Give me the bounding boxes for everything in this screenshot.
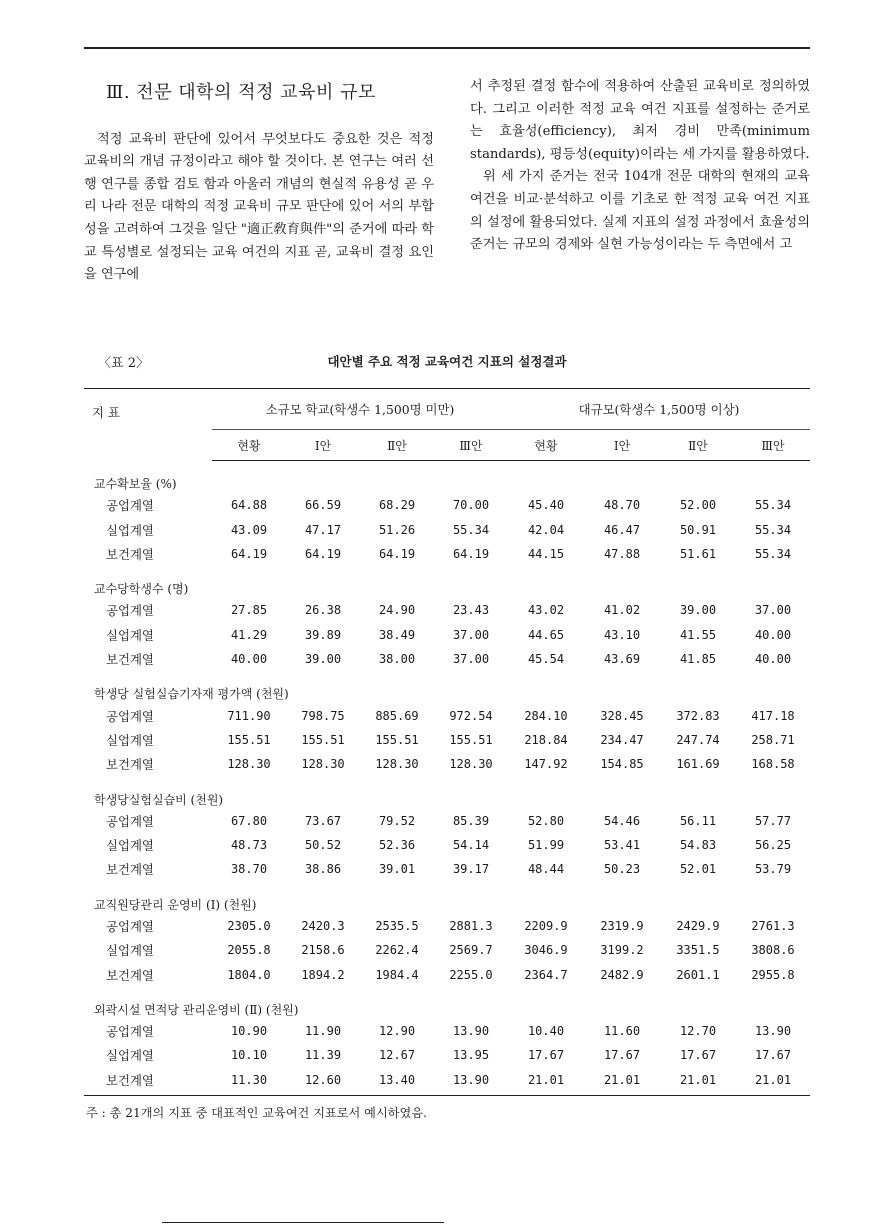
table-cell: 972.54: [449, 708, 493, 723]
table-title: 대안별 주요 적정 교육여건 지표의 설정결과: [327, 354, 567, 369]
row-label: 보건계열: [84, 1068, 212, 1096]
table-row: [84, 542, 810, 566]
table-cell: 66.59: [304, 498, 342, 513]
table-cell: 47.17: [304, 522, 342, 537]
table-cell: 79.52: [378, 813, 416, 828]
table-cell: 39.00: [679, 603, 717, 618]
table-cell: 43.02: [527, 603, 565, 618]
table-cell: 13.95: [452, 1048, 490, 1063]
table-cell: 44.65: [527, 627, 565, 642]
table-cell: 37.00: [452, 652, 490, 667]
row-label: 실업계열: [106, 943, 154, 959]
table-cell: 41.85: [679, 652, 717, 667]
table-cell: 41.55: [679, 627, 717, 642]
table-cell: 21.01: [584, 1068, 660, 1096]
table-cell: 284.10: [524, 708, 568, 723]
row-label: 공업계열: [106, 603, 154, 619]
table-cell: 45.54: [527, 652, 565, 667]
table-cell: 37.00: [452, 627, 490, 642]
table-row: [84, 962, 810, 986]
right-paragraph-2: 위 세 가지 준거는 전국 104개 전문 대학의 현재의 교육 여건을 비교·분석하고 이를 기초로 한 적정 교육 여건 지표의 설정에 활용되었다. 실제 지표의 설정 과정에서 효율성의 준거는 규모의 경제와 실현 가능성이라는 두 측면에서 고: [470, 169, 810, 253]
row-label: 보건계열: [106, 546, 154, 562]
table-cell: 2364.7: [524, 967, 568, 982]
table-cell: 2601.1: [676, 967, 720, 982]
table-cell: 2535.5: [375, 918, 419, 933]
table-cell: 161.69: [676, 757, 720, 772]
table-cell: 51.26: [378, 522, 416, 537]
table-cell: 39.17: [452, 862, 490, 877]
table-cell: 155.51: [449, 732, 493, 747]
table-cell: 155.51: [375, 732, 419, 747]
table-cell: 128.30: [375, 757, 419, 772]
table-cell: 50.91: [679, 522, 717, 537]
table-cell: 2158.6: [301, 943, 345, 958]
table-cell: 2319.9: [600, 918, 644, 933]
table-cell: 2569.7: [449, 943, 493, 958]
table-cell: 44.15: [527, 546, 565, 561]
table-row: [84, 598, 810, 622]
table-cell: 51.61: [679, 546, 717, 561]
table-cell: 55.34: [754, 546, 792, 561]
table-cell: 43.09: [230, 522, 268, 537]
table-cell: 12.70: [679, 1024, 717, 1039]
table-cell: 67.80: [230, 813, 268, 828]
table-cell: 12.67: [378, 1048, 416, 1063]
sub-header: 현황: [212, 430, 286, 461]
table-cell: 45.40: [527, 498, 565, 513]
table-row: [84, 1043, 810, 1067]
table-cell: 39.01: [378, 862, 416, 877]
table-cell: 48.44: [527, 862, 565, 877]
table-cell: 3351.5: [676, 943, 720, 958]
sub-header: Ⅱ안: [660, 430, 736, 461]
table-cell: 2482.9: [600, 967, 644, 982]
table-cell: 85.39: [452, 813, 490, 828]
table-cell: 2305.0: [227, 918, 271, 933]
table-cell: 2420.3: [301, 918, 345, 933]
table-cell: 13.90: [434, 1068, 508, 1096]
table-cell: 56.11: [679, 813, 717, 828]
table-cell: 50.23: [603, 862, 641, 877]
table-cell: 21.01: [660, 1068, 736, 1096]
table-cell: 885.69: [375, 708, 419, 723]
table-cell: 798.75: [301, 708, 345, 723]
table-cell: 11.90: [304, 1024, 342, 1039]
table-cell: 711.90: [227, 708, 271, 723]
table-cell: 39.00: [304, 652, 342, 667]
table-cell: 21.01: [508, 1068, 584, 1096]
table-body: [84, 461, 810, 1096]
table-cell: 24.90: [378, 603, 416, 618]
data-table: [84, 388, 810, 1096]
table-row: [84, 1068, 810, 1096]
table-cell: 43.69: [603, 652, 641, 667]
category-row: [84, 671, 810, 703]
table-cell: 40.00: [754, 627, 792, 642]
table-cell: 3046.9: [524, 943, 568, 958]
bottom-footnote-rule: [162, 1222, 444, 1223]
left-column: [84, 76, 434, 287]
row-label: 실업계열: [106, 522, 154, 538]
table-cell: 1984.4: [375, 967, 419, 982]
row-label: 실업계열: [106, 732, 154, 748]
sub-header: Ⅱ안: [360, 430, 434, 461]
indicator-header: 지 표: [84, 389, 212, 461]
table-cell: 73.67: [304, 813, 342, 828]
table-cell: 11.39: [304, 1048, 342, 1063]
table-cell: 37.00: [754, 603, 792, 618]
table-cell: 53.79: [754, 862, 792, 877]
row-label: 공업계열: [106, 813, 154, 829]
table-cell: 155.51: [301, 732, 345, 747]
table-cell: 2881.3: [449, 918, 493, 933]
sub-header: Ⅲ안: [736, 430, 810, 461]
table-cell: 40.00: [754, 652, 792, 667]
table-cell: 11.30: [212, 1068, 286, 1096]
table-cell: 64.19: [452, 546, 490, 561]
row-label: 공업계열: [106, 1024, 154, 1040]
table-cell: 43.10: [603, 627, 641, 642]
category-label: 교직원당관리 운영비 (Ⅰ) (천원): [94, 897, 257, 912]
table-cell: 2429.9: [676, 918, 720, 933]
row-label: 보건계열: [106, 967, 154, 983]
table-cell: 39.89: [304, 627, 342, 642]
category-label: 학생당 실험실습기자재 평가액 (천원): [94, 687, 289, 702]
table-cell: 52.00: [679, 498, 717, 513]
row-label: 공업계열: [106, 918, 154, 934]
table-cell: 57.77: [754, 813, 792, 828]
left-paragraph: 적정 교육비 판단에 있어서 무엇보다도 중요한 것은 적정 교육비의 개념 규정이라고 해야 할 것이다. 본 연구는 여러 선행 연구를 종합 검토 함과 아울러 개념의 현실적 유용성 곧 우리 나라 전문 대학의 적정 교육비 규모 판단에 있어 서의 부합성을 고려하여 그것을 일단 "適正敎育與件"의 준거에 따라 학교 특성별로 설정되는 교육 여건의 지표 곧, 교육비 결정 요인을 연구에: [84, 131, 434, 283]
table-cell: 55.34: [754, 498, 792, 513]
table-cell: 417.18: [751, 708, 795, 723]
table-cell: 13.90: [754, 1024, 792, 1039]
table-cell: 56.25: [754, 838, 792, 853]
table-cell: 38.70: [230, 862, 268, 877]
table-cell: 17.67: [527, 1048, 565, 1063]
table-cell: 26.38: [304, 603, 342, 618]
table-cell: 42.04: [527, 522, 565, 537]
table-cell: 70.00: [452, 498, 490, 513]
table-row: [84, 623, 810, 647]
table-cell: 23.43: [452, 603, 490, 618]
table-cell: 155.51: [227, 732, 271, 747]
table-cell: 52.01: [679, 862, 717, 877]
table-cell: 12.90: [378, 1024, 416, 1039]
category-label: 교수당학생수 (명): [94, 582, 189, 597]
sub-header: 현황: [508, 430, 584, 461]
table-cell: 2255.0: [449, 967, 493, 982]
table-cell: 247.74: [676, 732, 720, 747]
row-label: 보건계열: [106, 862, 154, 878]
table-cell: 38.49: [378, 627, 416, 642]
category-row: [84, 882, 810, 914]
table-cell: 38.86: [304, 862, 342, 877]
table-cell: 46.47: [603, 522, 641, 537]
table-cell: 3808.6: [751, 943, 795, 958]
table-cell: 54.83: [679, 838, 717, 853]
table-cell: 2262.4: [375, 943, 419, 958]
table-cell: 3199.2: [600, 943, 644, 958]
row-label: 실업계열: [106, 838, 154, 854]
table-row: [84, 857, 810, 881]
row-label: 공업계열: [106, 708, 154, 724]
table-cell: 64.19: [230, 546, 268, 561]
table-cell: 10.90: [230, 1024, 268, 1039]
table-cell: 48.73: [230, 838, 268, 853]
table-cell: 2955.8: [751, 967, 795, 982]
section-title: Ⅲ. 전문 대학의 적정 교육비 규모: [106, 82, 376, 103]
table-row: [84, 809, 810, 833]
table-row: [84, 728, 810, 752]
sub-header: Ⅰ안: [286, 430, 360, 461]
table-cell: 12.60: [286, 1068, 360, 1096]
category-row: [84, 777, 810, 809]
table-cell: 258.71: [751, 732, 795, 747]
table-cell: 51.99: [527, 838, 565, 853]
table-cell: 13.90: [452, 1024, 490, 1039]
table-cell: 17.67: [754, 1048, 792, 1063]
table-row: [84, 703, 810, 727]
table-cell: 128.30: [301, 757, 345, 772]
row-label: 보건계열: [106, 757, 154, 773]
table-cell: 128.30: [227, 757, 271, 772]
table-cell: 47.88: [603, 546, 641, 561]
table-cell: 234.47: [600, 732, 644, 747]
table-row: [84, 752, 810, 776]
table-cell: 17.67: [679, 1048, 717, 1063]
table-row: [84, 647, 810, 671]
table-row: [84, 493, 810, 517]
top-rule: [84, 47, 810, 49]
row-label: 실업계열: [106, 1048, 154, 1064]
right-column: [470, 76, 810, 257]
table-row: [84, 1019, 810, 1043]
table-cell: 2761.3: [751, 918, 795, 933]
row-label: 보건계열: [106, 652, 154, 668]
table-cell: 21.01: [736, 1068, 810, 1096]
table-cell: 128.30: [449, 757, 493, 772]
table-cell: 64.19: [378, 546, 416, 561]
table-cell: 64.19: [304, 546, 342, 561]
table-cell: 2055.8: [227, 943, 271, 958]
table-cell: 55.34: [754, 522, 792, 537]
category-label: 학생당실험실습비 (천원): [94, 792, 224, 807]
category-label: 교수확보율 (%): [94, 477, 177, 491]
table-footnote: 주 : 총 21개의 지표 중 대표적인 교육여건 지표로서 예시하였음.: [86, 1106, 427, 1120]
table-cell: 1894.2: [301, 967, 345, 982]
table-cell: 68.29: [378, 498, 416, 513]
table-cell: 218.84: [524, 732, 568, 747]
table-label: 〈표 2〉: [98, 356, 149, 371]
table-cell: 11.60: [603, 1024, 641, 1039]
table-cell: 154.85: [600, 757, 644, 772]
table-row: [84, 517, 810, 541]
group-small-header: 소규모 학교(학생수 1,500명 미만): [212, 389, 508, 430]
table-cell: 17.67: [603, 1048, 641, 1063]
table-cell: 53.41: [603, 838, 641, 853]
row-label: 실업계열: [106, 627, 154, 643]
table-cell: 38.00: [378, 652, 416, 667]
table-row: [84, 833, 810, 857]
table-cell: 50.52: [304, 838, 342, 853]
table-cell: 10.10: [230, 1048, 268, 1063]
table-cell: 41.02: [603, 603, 641, 618]
table-cell: 52.36: [378, 838, 416, 853]
table-cell: 54.14: [452, 838, 490, 853]
table-row: [84, 938, 810, 962]
category-label: 외곽시설 면적당 관리운영비 (Ⅱ) (천원): [94, 1002, 299, 1017]
table-cell: 10.40: [527, 1024, 565, 1039]
table-cell: 2209.9: [524, 918, 568, 933]
table-cell: 54.46: [603, 813, 641, 828]
table-cell: 40.00: [230, 652, 268, 667]
table-cell: 328.45: [600, 708, 644, 723]
right-paragraph-1: 서 추정된 결정 함수에 적용하여 산출된 교육비로 정의하였다. 그리고 이러한 적정 교육 여건 지표를 설정하는 준거로는 효율성(efficiency), 최저 경비 만족(minimum standards), 평등성(equity)이라는 세 가지를 활용하였다.: [470, 79, 810, 162]
table-cell: 41.29: [230, 627, 268, 642]
table-cell: 52.80: [527, 813, 565, 828]
row-label: 공업계열: [106, 498, 154, 514]
table-cell: 13.40: [360, 1068, 434, 1096]
table-cell: 27.85: [230, 603, 268, 618]
category-row: [84, 566, 810, 598]
table-cell: 48.70: [603, 498, 641, 513]
table-cell: 372.83: [676, 708, 720, 723]
category-row: [84, 461, 810, 494]
group-large-header: 대규모(학생수 1,500명 이상): [508, 389, 810, 430]
sub-header: Ⅰ안: [584, 430, 660, 461]
table-cell: 147.92: [524, 757, 568, 772]
table-cell: 55.34: [452, 522, 490, 537]
table-cell: 64.88: [230, 498, 268, 513]
table-row: [84, 914, 810, 938]
table-cell: 168.58: [751, 757, 795, 772]
category-row: [84, 987, 810, 1019]
table-cell: 1804.0: [227, 967, 271, 982]
sub-header: Ⅲ안: [434, 430, 508, 461]
